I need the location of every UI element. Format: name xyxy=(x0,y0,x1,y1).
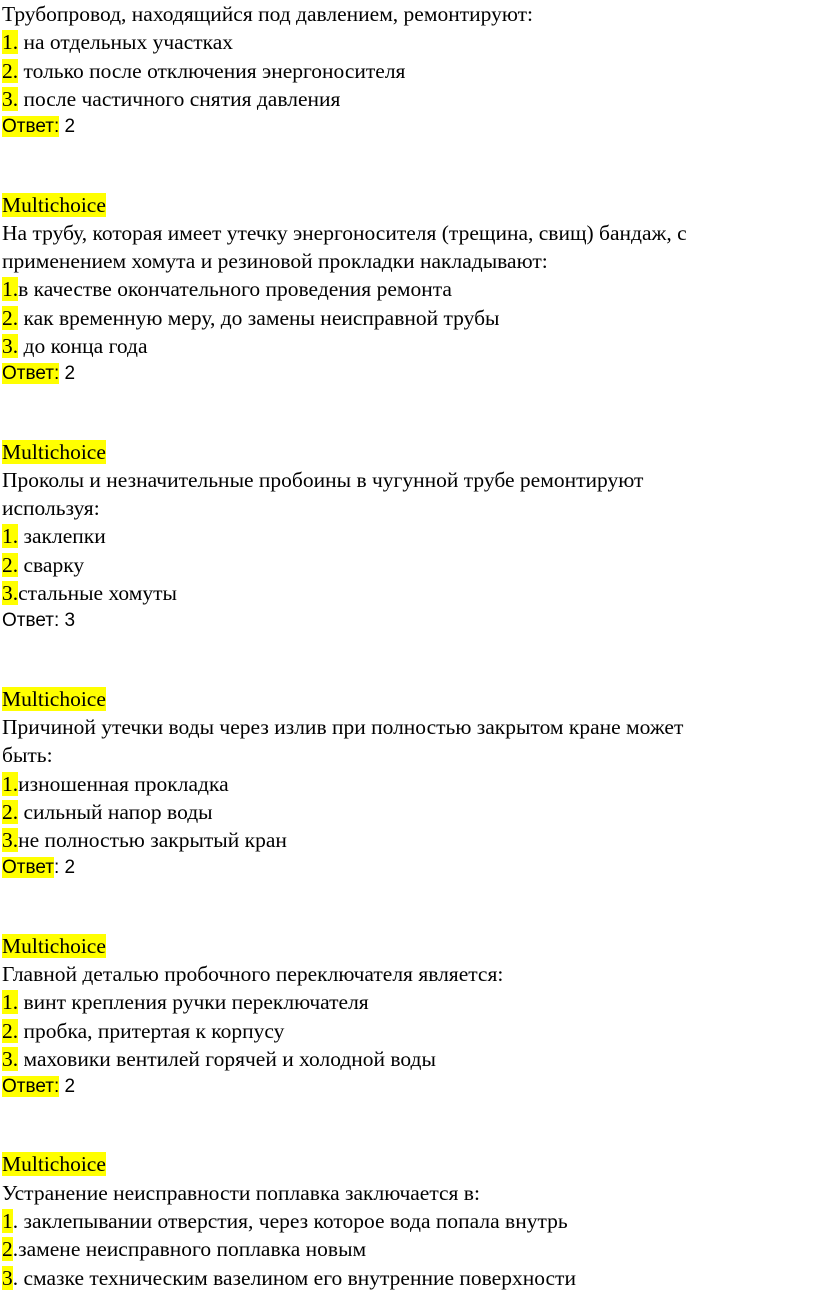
question-type-tag xyxy=(2,1150,106,1178)
option-number: 2. xyxy=(2,305,19,330)
question-type-tag xyxy=(2,438,106,466)
question-text-span: Трубопровод, находящийся под давлением, ремонтируют: xyxy=(2,2,533,26)
option-text: . заклепывании отверстия, через которое вода попала внутрь xyxy=(12,1209,568,1233)
option-text: как временную меру, до замены неисправной трубы xyxy=(18,305,500,330)
answer-option xyxy=(2,1045,436,1073)
option-number: 2. xyxy=(2,552,19,577)
answer-value: Ответ: 3 xyxy=(2,610,76,632)
option-text: в качестве окончательного проведения ремонта xyxy=(18,277,452,302)
answer-option xyxy=(2,798,213,826)
option-number: 3. xyxy=(2,1046,19,1071)
option-text: пробка, притертая к корпусу xyxy=(18,1018,285,1043)
question-text xyxy=(2,1179,480,1207)
question-type-label: Multichoice xyxy=(2,933,106,958)
question-text-span: Проколы и незначительные пробоины в чугунной трубе ремонтируют xyxy=(2,467,644,492)
option-number: 2. xyxy=(2,58,19,83)
option-number: 1. xyxy=(2,524,19,549)
answer-option xyxy=(2,57,405,85)
option-text: изношенная прокладка xyxy=(18,771,229,796)
question-text xyxy=(2,466,643,494)
answer-option xyxy=(2,770,229,798)
option-text: .замене неисправного поплавка новым xyxy=(12,1237,367,1262)
answer-line xyxy=(2,854,75,882)
question-text-span: Устранение неисправности поплавка заключается в: xyxy=(2,1180,480,1205)
question-text xyxy=(2,494,100,522)
answer-option xyxy=(2,304,499,332)
answer-value: 2 xyxy=(59,363,76,385)
answer-option xyxy=(2,579,177,607)
answer-option xyxy=(2,1207,568,1235)
question-text xyxy=(2,713,683,741)
option-number: 1 xyxy=(2,1209,13,1233)
question-text xyxy=(2,0,533,28)
question-type-label: Multichoice xyxy=(2,686,106,711)
answer-label: Ответ xyxy=(2,857,54,879)
answer-option xyxy=(2,275,452,303)
question-type-label: Multichoice xyxy=(2,439,106,464)
answer-label: Ответ: xyxy=(2,1076,60,1098)
answer-option xyxy=(2,332,148,360)
option-text: не полностью закрытый кран xyxy=(18,828,287,853)
question-text xyxy=(2,741,53,769)
answer-label: Ответ: xyxy=(2,363,60,385)
answer-line xyxy=(2,113,75,141)
option-text: после частичного снятия давления xyxy=(18,86,341,111)
question-type-tag xyxy=(2,685,106,713)
answer-option xyxy=(2,1017,284,1045)
option-number: 2. xyxy=(2,1018,19,1043)
answer-option xyxy=(2,85,340,113)
answer-value: 2 xyxy=(59,116,76,138)
answer-option xyxy=(2,826,287,854)
option-number: 3. xyxy=(2,581,19,605)
answer-value: 2 xyxy=(59,857,76,879)
option-text: на отдельных участках xyxy=(18,30,234,55)
answer-line xyxy=(2,1073,75,1101)
answer-line xyxy=(2,360,75,388)
option-number: 1. xyxy=(2,30,19,55)
question-text-span: На трубу, которая имеет утечку энергоносителя (трещина, свищ) бандаж, с xyxy=(2,220,687,245)
option-text: винт крепления ручки переключателя xyxy=(18,990,369,1015)
question-type-tag xyxy=(2,191,106,219)
answer-value: 2 xyxy=(59,1076,76,1098)
option-text: сильный напор воды xyxy=(18,799,213,824)
option-number: 1. xyxy=(2,277,19,302)
option-number: 3. xyxy=(2,86,19,111)
question-text xyxy=(2,247,548,275)
answer-option xyxy=(2,551,84,579)
option-number: 1. xyxy=(2,990,19,1015)
question-text xyxy=(2,960,503,988)
option-text: стальные хомуты xyxy=(18,581,177,605)
option-number: 3 xyxy=(2,1265,13,1290)
question-text-span: используя: xyxy=(2,496,100,521)
option-text: только после отключения энергоносителя xyxy=(18,58,406,83)
option-text: маховики вентилей горячей и холодной воды xyxy=(18,1046,436,1071)
question-text xyxy=(2,219,687,247)
option-text: сварку xyxy=(18,552,85,577)
option-number: 2 xyxy=(2,1237,13,1262)
answer-option xyxy=(2,522,106,550)
option-number: 2. xyxy=(2,799,19,824)
question-type-label: Multichoice xyxy=(2,1152,106,1177)
question-text-span: быть: xyxy=(2,743,53,768)
option-number: 1. xyxy=(2,771,19,796)
option-number: 3. xyxy=(2,828,19,853)
option-text: . смазке техническим вазелином его внутренние поверхности xyxy=(12,1265,576,1290)
answer-colon: : xyxy=(54,857,60,879)
option-text: заклепки xyxy=(18,524,106,549)
answer-option xyxy=(2,1264,576,1292)
answer-option xyxy=(2,988,369,1016)
question-text-span: Причиной утечки воды через излив при полностью закрытом кране может xyxy=(2,714,684,739)
option-number: 3. xyxy=(2,334,19,358)
question-type-tag xyxy=(2,932,106,960)
answer-option xyxy=(2,28,233,56)
question-type-label: Multichoice xyxy=(2,192,106,217)
question-text-span: применением хомута и резиновой прокладки накладывают: xyxy=(2,249,548,274)
answer-label: Ответ: xyxy=(2,116,60,138)
question-text-span: Главной деталью пробочного переключателя является: xyxy=(2,961,504,986)
answer-option xyxy=(2,1235,366,1263)
option-text: до конца года xyxy=(18,334,148,358)
answer-line xyxy=(2,607,75,635)
